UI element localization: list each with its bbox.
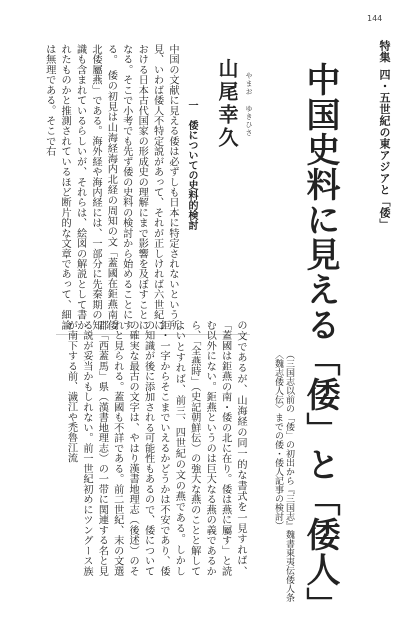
body-bottom-block [58,320,248,576]
article-subtitle: （三国志以前の「倭」の初出から『三国志』魏書東夷伝倭人条〈魏志倭人伝〉までの倭・倭人記事の検討） [273,350,294,602]
article-title: 中国史料に見える「倭」と「倭人」 [300,62,340,622]
body-paragraph: 倭の初見は山海経海内北経の周知の文「蓋國在鉅燕南倭北倭屬燕」である。海外経や海内経には、一部分に先秦期の知識も含まれているらしいが、それらは、絵図の解説として書かれたものかと推測されているほど断片的な文章であって、細論は無理である。そこで右 [43,44,117,330]
body-paragraph: 中国の文献に見える倭は必ずしも日本に特定されないという所見、いわば倭人不特定説があって、それが正しければ六世紀における日本古代国家の形成史の理解にまで影響を及ぼすことになる。そこで小考でも先ず倭の史料の検討から始めることにする。 [105,44,178,330]
series-title: 四・五世紀の東アジアと「倭」 [378,69,391,230]
series-label: 特集 [378,40,391,63]
author-ruby: やまお ゆきひさ [245,72,253,137]
body-top-text [43,44,180,330]
page-number: 144 [367,14,383,23]
section-heading: 一 倭についての史料的検討 [186,100,197,230]
body-top-block [43,44,180,330]
body-paragraph: の文であるが、山海経の同一的な書式を一見すれば、「蓋國は鉅燕の南・倭の北に在り。倭は燕に屬す」と読む以外にない。鉅燕というのは巨大なる燕の義であるから、「全燕時」（史記朝鮮伝）の強大な燕のことと解してよいとすれば、前三、四世紀の文の燕である。しかし鉅・一字からそこまでいえるかどうかは不安であり、倭の知識が後に添加される可能性もあるので、倭についての確実な最古の文字は、やはり漢書地理志（後述）のそれと見られる。蓋國も不詳である。前二世紀、末の文選郡「西蓋馬」県（漢書地理志）の一带に関連する名と見る説が妥当かもしれない。前一世紀初めにツングース族が南下する前、濊江や禿魯江流 [65,320,246,576]
series-heading [376,40,392,230]
body-bottom-text [58,320,248,576]
author-name: 山尾幸久 [215,58,239,150]
